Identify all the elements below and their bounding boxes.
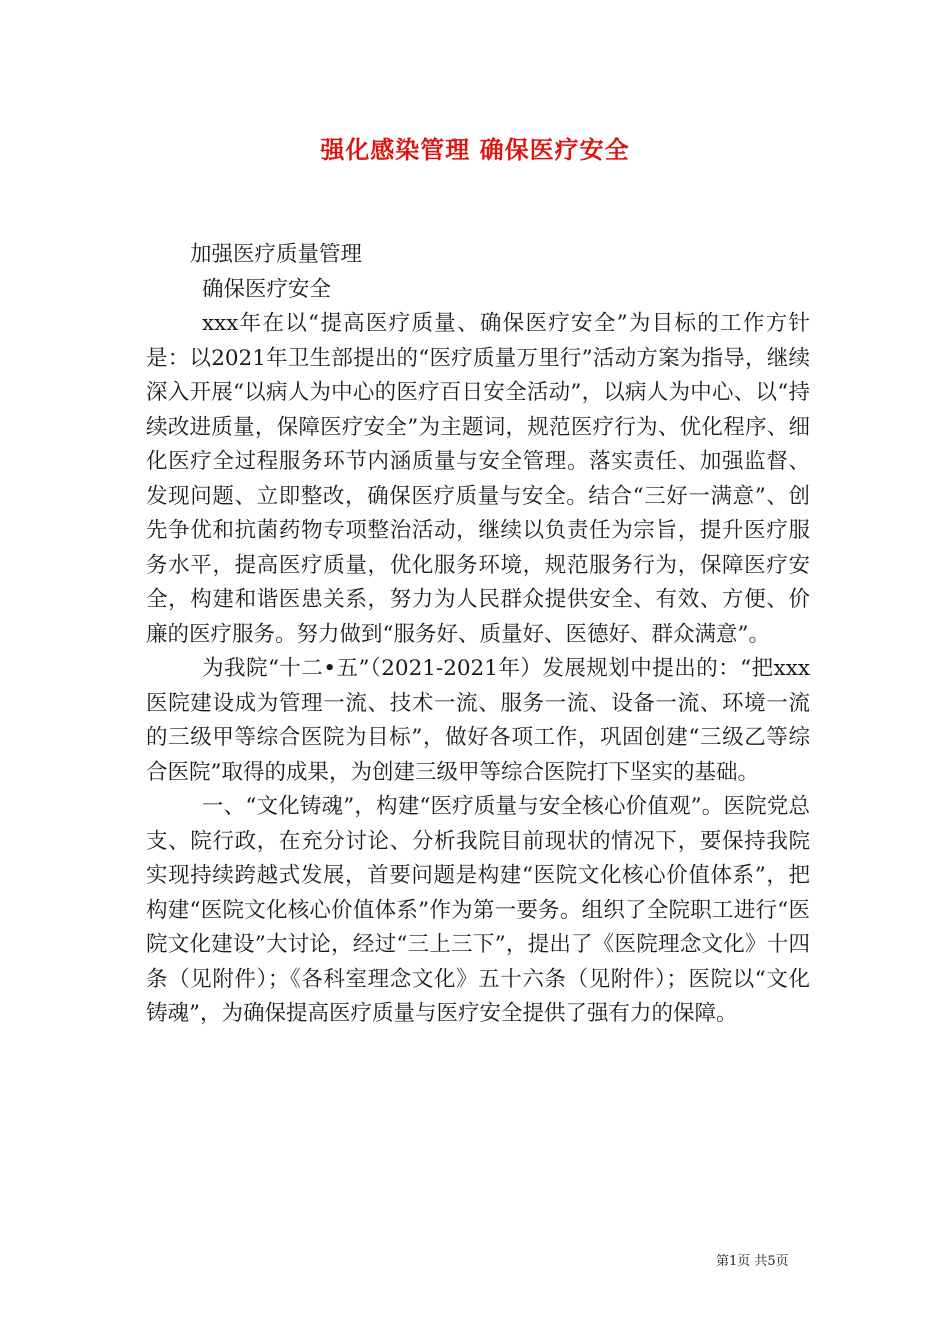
paragraph-culture: 一、“文化铸魂”，构建“医疗质量与安全核心价值观”。医院党总支、院行政，在充分讨论、分析我院目前现状的情况下，要保持我院实现持续跨越式发展，首要问题是构建“医院文化核心价值体系”，把构建“医院文化核心价值体系”作为第一要务。组织了全院职工进行“医院文化建设”大讨论，经过“三上三下”，提出了《医院理念文化》十四条（见附件）；《各科室理念文化》五十六条（见附件）；医院以“文化铸魂”，为确保提高医疗质量与医疗安全提供了强有力的保障。: [146, 794, 810, 1026]
paragraph-development-plan: 为我院“十二•五”（2021-2021年）发展规划中提出的：“把xxx医院建设成为管理一流、技术一流、服务一流、设备一流、环境一流的三级甲等综合医院为目标”，做好各项工作，巩固创建“三级乙等综合医院”取得的成果，为创建三级甲等综合医院打下坚实的基础。: [146, 656, 810, 785]
subtitle-safety: 确保医疗安全: [202, 276, 332, 302]
page-number-footer: 第1页 共5页: [716, 1254, 789, 1269]
document-title: 强化感染管理 确保医疗安全: [320, 136, 630, 164]
document-body: [146, 238, 810, 1032]
paragraph-work-policy: xxx年在以“提高医疗质量、确保医疗安全”为目标的工作方针是：以2021年卫生部提出的“医疗质量万里行”活动方案为指导，继续深入开展“以病人为中心的医疗百日安全活动”，以病人为中心、以“持续改进质量，保障医疗安全”为主题词，规范医疗行为、优化程序、细化医疗全过程服务环节内涵质量与安全管理。落实责任、加强监督、发现问题、立即整改，确保医疗质量与安全。结合“三好一满意”、创先争优和抗菌药物专项整治活动，继续以负责任为宗旨，提升医疗服务水平，提高医疗质量，优化服务环境，规范服务行为，保障医疗安全，构建和谐医患关系，努力为人民群众提供安全、有效、方便、价廉的医疗服务。努力做到“服务好、质量好、医德好、群众满意”。: [146, 311, 810, 647]
subtitle-quality: 加强医疗质量管理: [190, 242, 363, 267]
